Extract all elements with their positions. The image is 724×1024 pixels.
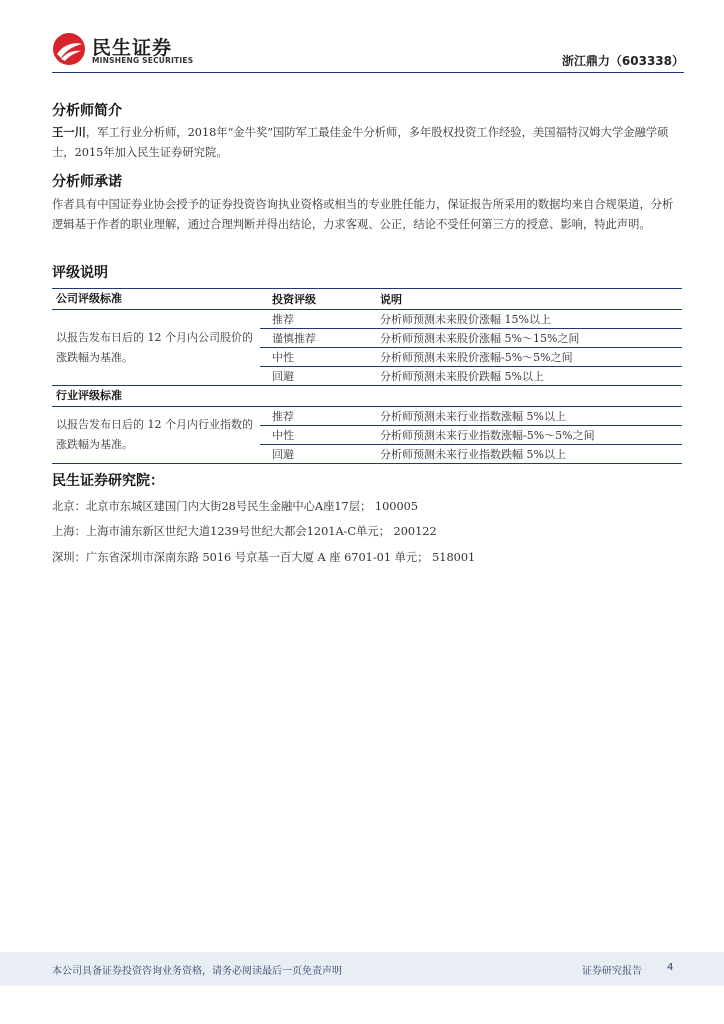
description-cell: 分析师预测未来股价涨幅 15%以上 xyxy=(366,310,682,329)
table-row xyxy=(52,407,682,426)
company-rating-header-row xyxy=(52,289,682,310)
minsheng-logo xyxy=(52,32,192,70)
description-cell: 分析师预测未来股价涨幅-5%～5%之间 xyxy=(366,348,682,367)
description-cell: 分析师预测未来行业指数涨幅 5%以上 xyxy=(366,407,682,426)
page-number: 4 xyxy=(667,962,674,973)
grade-cell: 推荐 xyxy=(260,310,366,329)
grade-cell: 推荐 xyxy=(260,407,366,426)
industry-rating-standard: 以报告发布日后的 12 个月内行业指数的涨跌幅为基准。 xyxy=(52,407,260,464)
address-shanghai: 上海：上海市浦东新区世纪大道1239号世纪大都会1201A-C单元； 200122 xyxy=(52,525,437,538)
industry-rating-standard-header: 行业评级标准 xyxy=(56,389,122,402)
analyst-bio: ，军工行业分析师，2018年“金牛奖”国防军工最佳金牛分析师，多年股权投资工作经验，美国福特汉姆大学金融学硕士，2015年加入民生证券研究院。 xyxy=(52,126,669,159)
analyst-intro-title: 分析师简介 xyxy=(52,103,122,119)
description-header: 说明 xyxy=(380,293,402,306)
grade-cell: 中性 xyxy=(260,348,366,367)
logo-english-name: MINSHENG SECURITIES xyxy=(92,56,194,65)
table-row xyxy=(52,310,682,329)
description-cell: 分析师预测未来行业指数跌幅 5%以上 xyxy=(366,445,682,464)
company-rating-standard: 以报告发布日后的 12 个月内公司股价的涨跌幅为基准。 xyxy=(52,310,260,386)
analyst-pledge-text: 作者具有中国证券业协会授予的证券投资咨询执业资格或相当的专业胜任能力，保证报告所采用的数据均来自合规渠道，分析逻辑基于作者的职业理解，通过合理判断并得出结论，力求客观、公正，结论不受任何第三方的授意、影响，特此声明。 xyxy=(52,198,674,231)
description-cell: 分析师预测未来股价跌幅 5%以上 xyxy=(366,367,682,386)
analyst-intro-text xyxy=(52,122,684,163)
address-shenzhen: 深圳：广东省深圳市深南东路 5016 号京基一百大厦 A 座 6701-01 单元； 518001 xyxy=(52,551,476,564)
address-beijing: 北京：北京市东城区建国门内大街28号民生金融中心A座17层； 100005 xyxy=(52,500,419,513)
grade-cell: 谨慎推荐 xyxy=(260,329,366,348)
footer-report-type: 证券研究报告 xyxy=(582,966,642,977)
analyst-name: 王一川 xyxy=(52,125,86,139)
header-divider xyxy=(52,72,684,73)
grade-header: 投资评级 xyxy=(272,293,316,306)
industry-rating-header-row xyxy=(52,386,682,407)
rating-table xyxy=(52,288,682,464)
grade-cell: 中性 xyxy=(260,426,366,445)
company-code: 浙江鼎力（603338） xyxy=(561,54,684,68)
rating-title: 评级说明 xyxy=(52,265,108,281)
description-cell: 分析师预测未来行业指数涨幅-5%～5%之间 xyxy=(366,426,682,445)
analyst-pledge-title: 分析师承诺 xyxy=(52,174,122,190)
institute-title: 民生证券研究院： xyxy=(52,473,164,489)
footer-disclaimer: 本公司具备证券投资咨询业务资格，请务必阅读最后一页免责声明 xyxy=(52,966,342,977)
minsheng-logo-icon xyxy=(52,32,86,66)
grade-cell: 回避 xyxy=(260,367,366,386)
description-cell: 分析师预测未来股价涨幅 5%～15%之间 xyxy=(366,329,682,348)
logo-chinese-name: 民生证券 xyxy=(92,37,173,59)
grade-cell: 回避 xyxy=(260,445,366,464)
company-rating-standard-header: 公司评级标准 xyxy=(56,292,122,305)
